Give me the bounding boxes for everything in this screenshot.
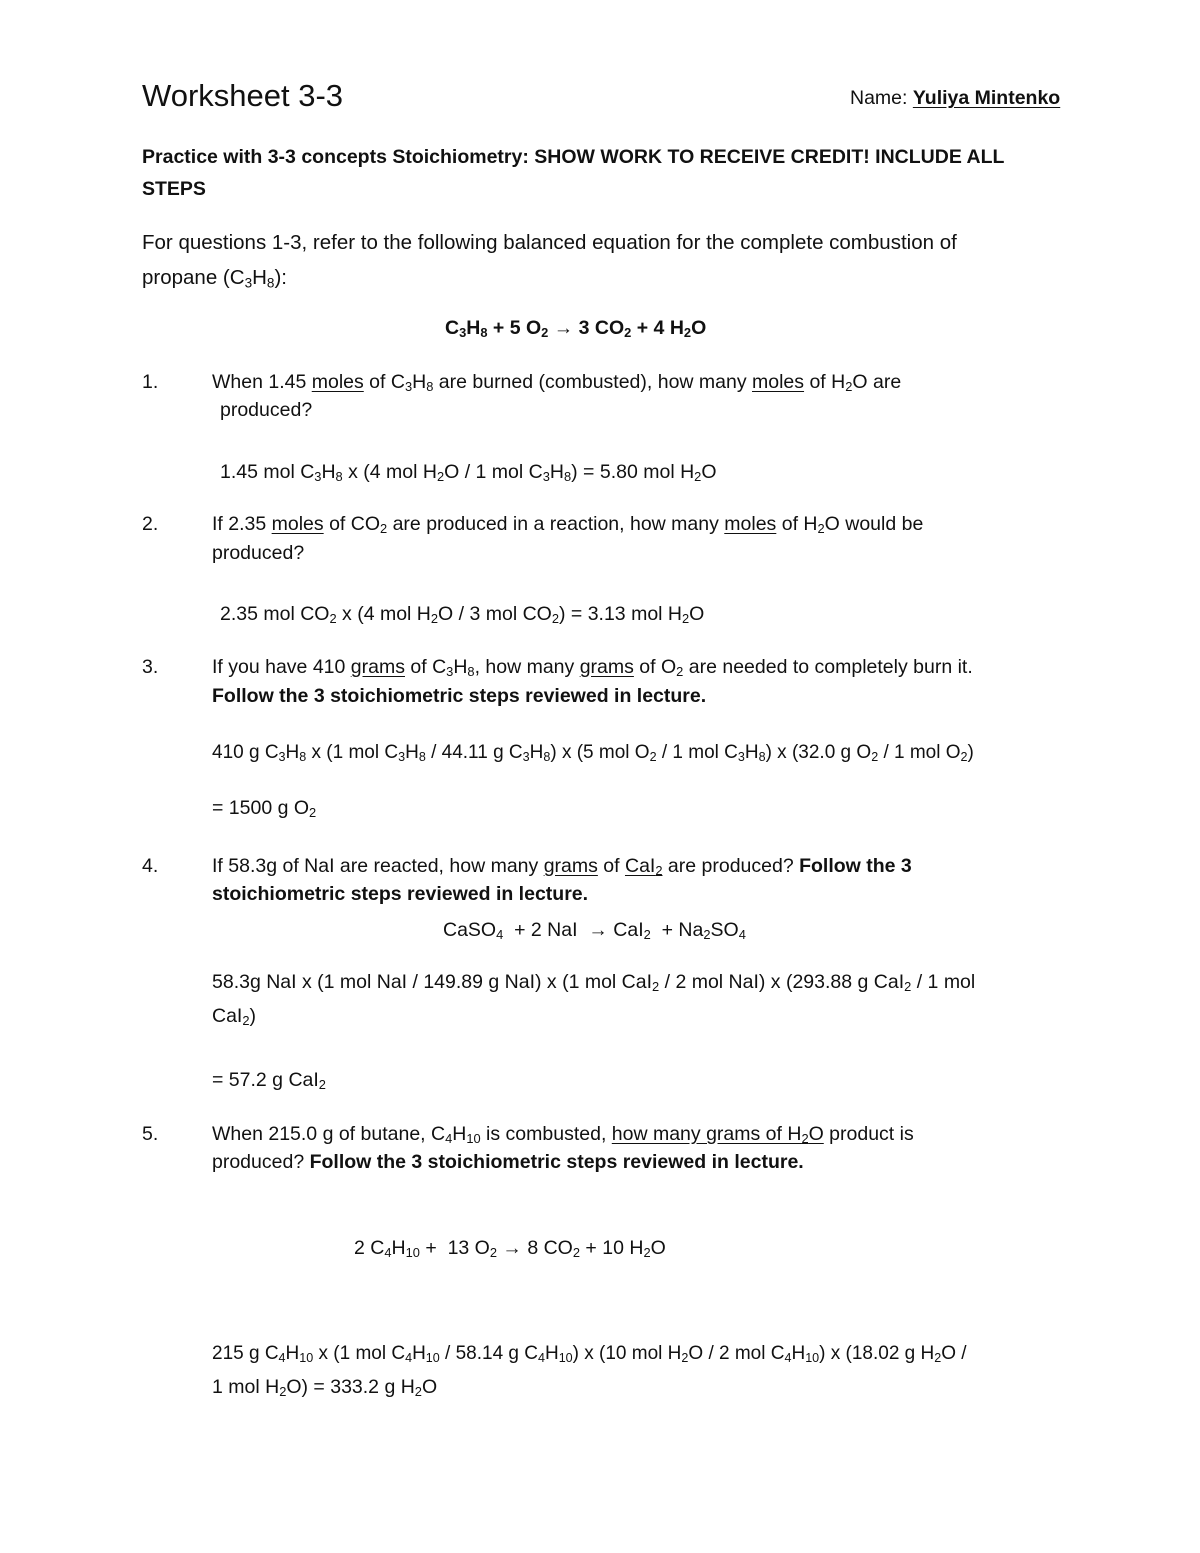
question-5-text: When 215.0 g of butane, $C_4H_{10}$ is combusted, how many grams of $H_2O$ product is — [212, 1123, 914, 1147]
answer-4-result: = 57.2 g CaI$_2$ — [212, 1069, 326, 1093]
question-1-text-line-2: produced? — [220, 399, 313, 421]
question-5-text-line-2: produced? Follow the 3 stoichiometric steps reviewed in lecture. — [212, 1151, 804, 1173]
answer-4-line-2: CaI$_2$) — [212, 1005, 257, 1029]
question-5-equation: 2 $C_4H_{10} + 13$ $O_2 \to 8$ $CO_2 + 10$ $H_2O$ — [354, 1237, 666, 1261]
question-number: 3. — [142, 656, 159, 678]
question-3-text-line-2: Follow the 3 stoichiometric steps reviewed in lecture. — [212, 685, 707, 707]
question-2-text: If 2.35 moles of $CO_2$ are produced in a reaction, how many moles of $H_2O$ would be — [212, 513, 924, 537]
name-line — [850, 86, 1060, 110]
question-4-text: If 58.3g of NaI are reacted, how many grams of CaI$_2$ are produced? Follow the 3 — [212, 855, 912, 879]
reference-line-2: propane $(C_3H_8)$: — [142, 266, 287, 291]
question-3-text: If you have 410 grams of $C_3H_8$, how many grams of $O_2$ are needed to completely burn it. — [212, 656, 973, 680]
question-1-text: When 1.45 moles of $C_3H_8$ are burned (combusted), how many moles of $H_2O$ are — [212, 371, 902, 395]
question-number: 2. — [142, 513, 159, 535]
question-number: 4. — [142, 855, 159, 877]
reference-line-1: For questions 1-3, refer to the following balanced equation for the complete combustion of — [142, 231, 957, 254]
question-number: 1. — [142, 371, 159, 393]
instructions-line-2: STEPS — [142, 178, 206, 200]
question-4-equation: CaSO$_4$ + 2 NaI → $CaI_2 + Na_2SO_4$ — [443, 919, 746, 943]
question-2-text-line-2: produced? — [212, 542, 305, 564]
instructions-line-1: Practice with 3-3 concepts Stoichiometry: SHOW WORK TO RECEIVE CREDIT! INCLUDE ALL — [142, 146, 1005, 168]
answer-5-line-2: 1 mol $H_2O) = 333.2$ g $H_2O$ — [212, 1376, 438, 1400]
question-number: 5. — [142, 1123, 159, 1145]
main-equation: $C_3H_8 + 5$ $O_2 \to 3$ $CO_2 + 4$ $H_2O$ — [445, 317, 707, 341]
answer-1: 1.45 mol $C_3H_8$ x (4 mol $H_2O / 1$ mol $C_3H_8) = 5.80$ mol $H_2O$ — [220, 461, 717, 485]
answer-4: 58.3g NaI x (1 mol NaI / 149.89 g NaI) x (1 mol CaI$_2$ / 2 mol NaI) x (293.88 g CaI$_2$ / 1 mol — [212, 971, 976, 995]
student-name: Yuliya Mintenko — [912, 87, 1061, 109]
answer-2: 2.35 mol $CO_2$ x (4 mol $H_2O / 3$ mol $CO_2) = 3.13$ mol $H_2O$ — [220, 603, 705, 627]
answer-3-result: = 1500 g $O_2$ — [212, 797, 317, 821]
answer-5: 215 g $C_4H_{10}$ x (1 mol $C_4H_{10} / 58.14$ g $C_4H_{10}$) x (10 mol $H_2O / 2$ mol $C_4H_{10}$) x (18.02 g $H_2O$ / — [212, 1343, 967, 1366]
name-label: Name: — [850, 87, 908, 109]
page-title: Worksheet 3-3 — [142, 78, 344, 113]
answer-3: 410 g $C_3H_8$ x (1 mol $C_3H_8 / 44.11$ g $C_3H_8$) x (5 mol $O_2 / 1$ mol $C_3H_8$) x (32.0 g $O_2 / 1$ mol $O_2$) — [212, 742, 974, 765]
question-4-text-line-2: stoichiometric steps reviewed in lecture. — [212, 883, 589, 905]
